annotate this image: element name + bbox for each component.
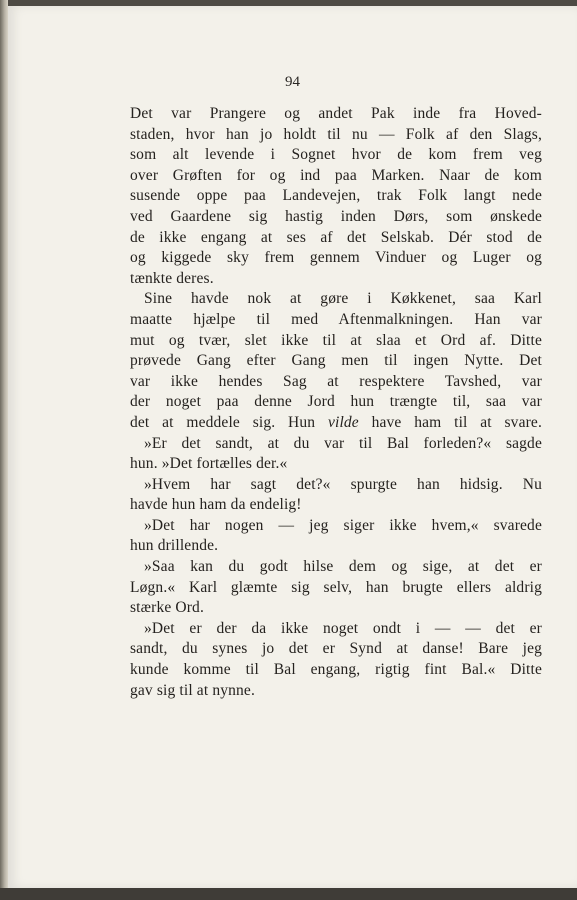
text-line: hun drillende. (130, 537, 219, 555)
text-line: »Er det sandt, at du var til Bal forleden?« sagde (144, 434, 542, 452)
text-line: havde hun ham da endelig! (130, 496, 302, 514)
text-line: »Det har nogen — jeg siger ikke hvem,« svarede (144, 516, 542, 534)
text-line: prøvede Gang efter Gang men til ingen Nytte. Det (130, 352, 542, 370)
page-number: 94 (285, 74, 300, 90)
text-line: staden, hvor han jo holdt til nu — Folk af den Slags, (130, 125, 542, 143)
book-spine-edge (0, 0, 8, 900)
body-text (130, 104, 542, 701)
text-line: kunde komme til Bal engang, rigtig fint Bal.« Ditte (130, 661, 542, 679)
text-line: sandt, du synes jo det er Synd at danse! Bare jeg (130, 640, 542, 658)
text-line: »Det er der da ikke noget ondt i — — det er (144, 619, 542, 637)
text-line: stærke Ord. (130, 599, 204, 617)
text-line: hun. »Det fortælles der.« (130, 455, 288, 473)
text-line-with-italic (130, 413, 542, 434)
text-line: maatte hjælpe til med Aftenmalkningen. Han var (130, 310, 542, 328)
text-line: der noget paa denne Jord hun trængte til, saa var (130, 393, 542, 411)
book-page (8, 6, 577, 888)
text-line: Det var Prangere og andet Pak inde fra Hoved- (130, 105, 542, 122)
text-line: de ikke engang at ses af det Selskab. Dér stod de (130, 228, 542, 246)
text-line: Sine havde nok at gøre i Køkkenet, saa Karl (144, 290, 542, 308)
text-segment: have ham til at svare. (358, 413, 542, 431)
text-line: og kiggede sky frem gennem Vinduer og Luger og (130, 249, 542, 267)
text-line: gav sig til at nynne. (130, 681, 255, 699)
text-line: Løgn.« Karl glæmte sig selv, han brugte ellers aldrig (130, 578, 542, 596)
text-line: »Hvem har sagt det?« spurgte han hidsig. Nu (144, 475, 542, 493)
italic-word: vilde (327, 413, 359, 431)
text-segment: det at meddele sig. Hun (130, 413, 328, 431)
text-line: som alt levende i Sognet hvor de kom frem veg (130, 146, 542, 164)
text-line: tænkte deres. (130, 269, 214, 287)
text-line: mut og tvær, slet ikke til at slaa et Ord af. Ditte (130, 331, 542, 349)
text-line: susende oppe paa Landevejen, trak Folk langt nede (130, 187, 542, 205)
text-line: var ikke hendes Sag at respektere Tavshed, var (130, 372, 542, 390)
text-line: »Saa kan du godt hilse dem og sige, at det er (144, 558, 542, 576)
page-bottom-edge (0, 888, 577, 900)
text-line: ved Gaardene sig hastig inden Dørs, som ønskede (130, 207, 542, 225)
text-line: over Grøften for og ind paa Marken. Naar de kom (130, 166, 542, 184)
